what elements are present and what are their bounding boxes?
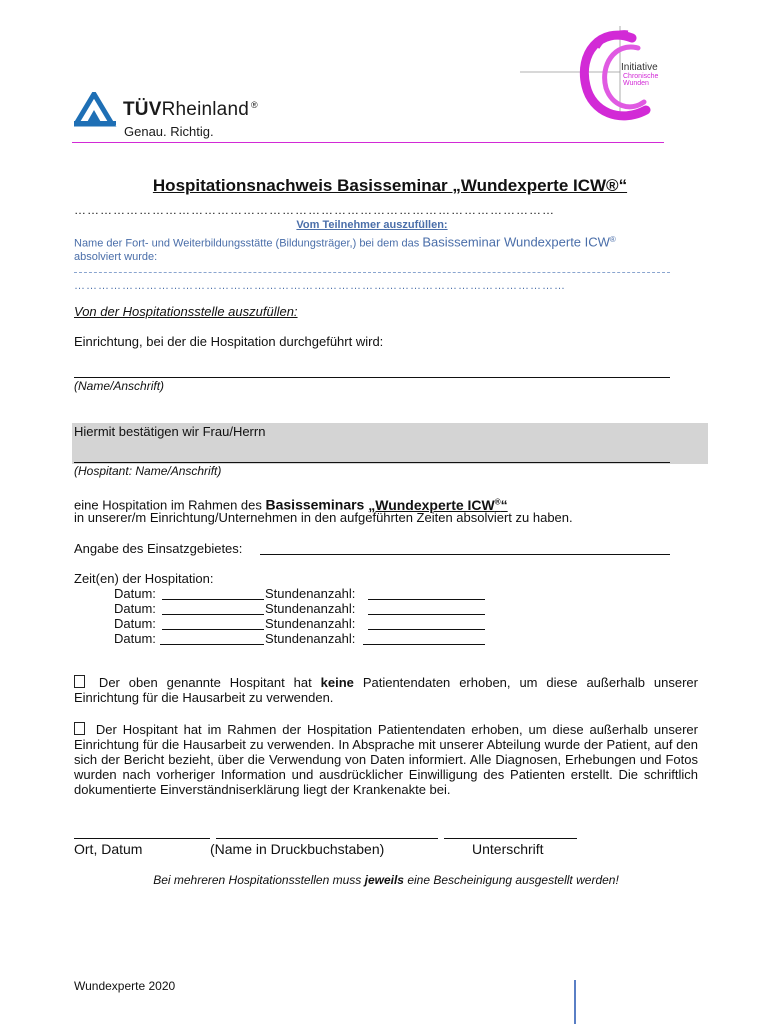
hours-label: Stundenanzahl: <box>265 616 356 631</box>
header-divider <box>72 142 664 143</box>
facility-label: Einrichtung, bei der die Hospitation durchgeführt wird: <box>74 334 384 349</box>
date-entry-line[interactable] <box>162 629 264 630</box>
footer-text: Wundexperte 2020 <box>74 979 176 993</box>
hours-entry-line[interactable] <box>368 599 485 600</box>
statement-line-1: eine Hospitation im Rahmen des Basisseminars „Wundexperte ICW®“ <box>74 496 508 513</box>
hospitant-entry-line <box>74 462 670 463</box>
facility-entry-line[interactable] <box>74 377 670 378</box>
date-entry-line[interactable] <box>160 644 264 645</box>
hours-label: Stundenanzahl: <box>265 601 356 616</box>
hours-entry-line[interactable] <box>363 644 485 645</box>
option-no-patient-data: Der oben genannte Hospitant hat keine Patientendaten erhoben, um diese außerhalb unserer Einrichtung für die Hausarbeit zu verwenden. <box>74 675 698 705</box>
date-entry-line[interactable] <box>162 599 264 600</box>
tuv-slogan: Genau. Richtig. <box>124 124 214 139</box>
times-label: Zeit(en) der Hospitation: <box>74 571 214 586</box>
icw-logo-word: Initiative <box>621 62 658 73</box>
statement-line-2: in unserer/m Einrichtung/Unternehmen in den aufgeführten Zeiten absolviert zu haben. <box>74 510 573 525</box>
facility-caption: (Name/Anschrift) <box>74 379 165 393</box>
page-title: Hospitationsnachweis Basisseminar „Wundexperte ICW®“ <box>152 176 628 195</box>
icw-logo-subtext: Wunden <box>623 80 649 87</box>
participant-entry-field[interactable] <box>74 272 670 273</box>
option-patient-data: Der Hospitant hat im Rahmen der Hospitation Patientendaten erhoben, um diese außerhalb unserer Einrichtung für die Hausarbeit zu verwenden. In Absprache mit unserer Abteilung wurde der Patient, auf den sich der Bericht bezieht, über die Verwendung von Daten informiert. Alle Diagnosen, Erhebungen und Fotos wurden nach vorheriger Information und ausdrücklicher Einwilligung des Patienten erstellt. Die schriftlich dokumentierte Einverständniserklärung liegt der Krankenakte bei. <box>74 722 698 797</box>
name-line[interactable] <box>216 838 438 839</box>
name-label: (Name in Druckbuchstaben) <box>210 841 385 857</box>
signature-line[interactable] <box>444 838 577 839</box>
hours-entry-line[interactable] <box>368 614 485 615</box>
no-patient-data-checkbox[interactable] <box>74 675 85 688</box>
tuv-brand-name: TÜVRheinland ® <box>123 99 258 120</box>
footer-divider <box>574 980 576 1024</box>
participant-section-heading: Vom Teilnehmer auszufüllen: <box>296 219 448 231</box>
patient-data-checkbox[interactable] <box>74 722 85 735</box>
area-label: Angabe des Einsatzgebietes: <box>74 541 243 556</box>
confirm-label: Hiermit bestätigen wir Frau/Herrn <box>74 424 266 439</box>
hours-entry-line[interactable] <box>368 629 485 630</box>
station-section-heading: Von der Hospitationsstelle auszufüllen: <box>74 304 298 319</box>
participant-instruction: Name der Fort- und Weiterbildungsstätte (Bildungsträger,) bei dem das Basisseminar Wundexperte ICW® absolviert wurde: <box>74 234 616 263</box>
date-label: Datum: <box>114 601 156 616</box>
hours-label: Stundenanzahl: <box>265 586 356 601</box>
area-entry-line[interactable] <box>260 554 670 555</box>
date-entry-line[interactable] <box>162 614 264 615</box>
date-label: Datum: <box>114 631 156 646</box>
hospitant-caption: (Hospitant: Name/Anschrift) <box>74 464 222 478</box>
place-date-line[interactable] <box>74 838 210 839</box>
title-dotted-line: ………………………………………………………………………………………………… <box>74 203 555 217</box>
place-date-label: Ort, Datum <box>74 841 143 857</box>
hours-label: Stundenanzahl: <box>265 631 356 646</box>
note: Bei mehreren Hospitationsstellen muss jeweils eine Bescheinigung ausgestellt werden! <box>153 873 619 887</box>
date-label: Datum: <box>114 586 156 601</box>
signature-label: Unterschrift <box>472 841 544 857</box>
icw-logo-subtext: Chronische <box>623 73 659 80</box>
date-label: Datum: <box>114 616 156 631</box>
icw-initiative-logo-icon <box>520 26 680 146</box>
participant-dotted-line: …………………………………………………………………………………………………………… <box>74 280 566 292</box>
